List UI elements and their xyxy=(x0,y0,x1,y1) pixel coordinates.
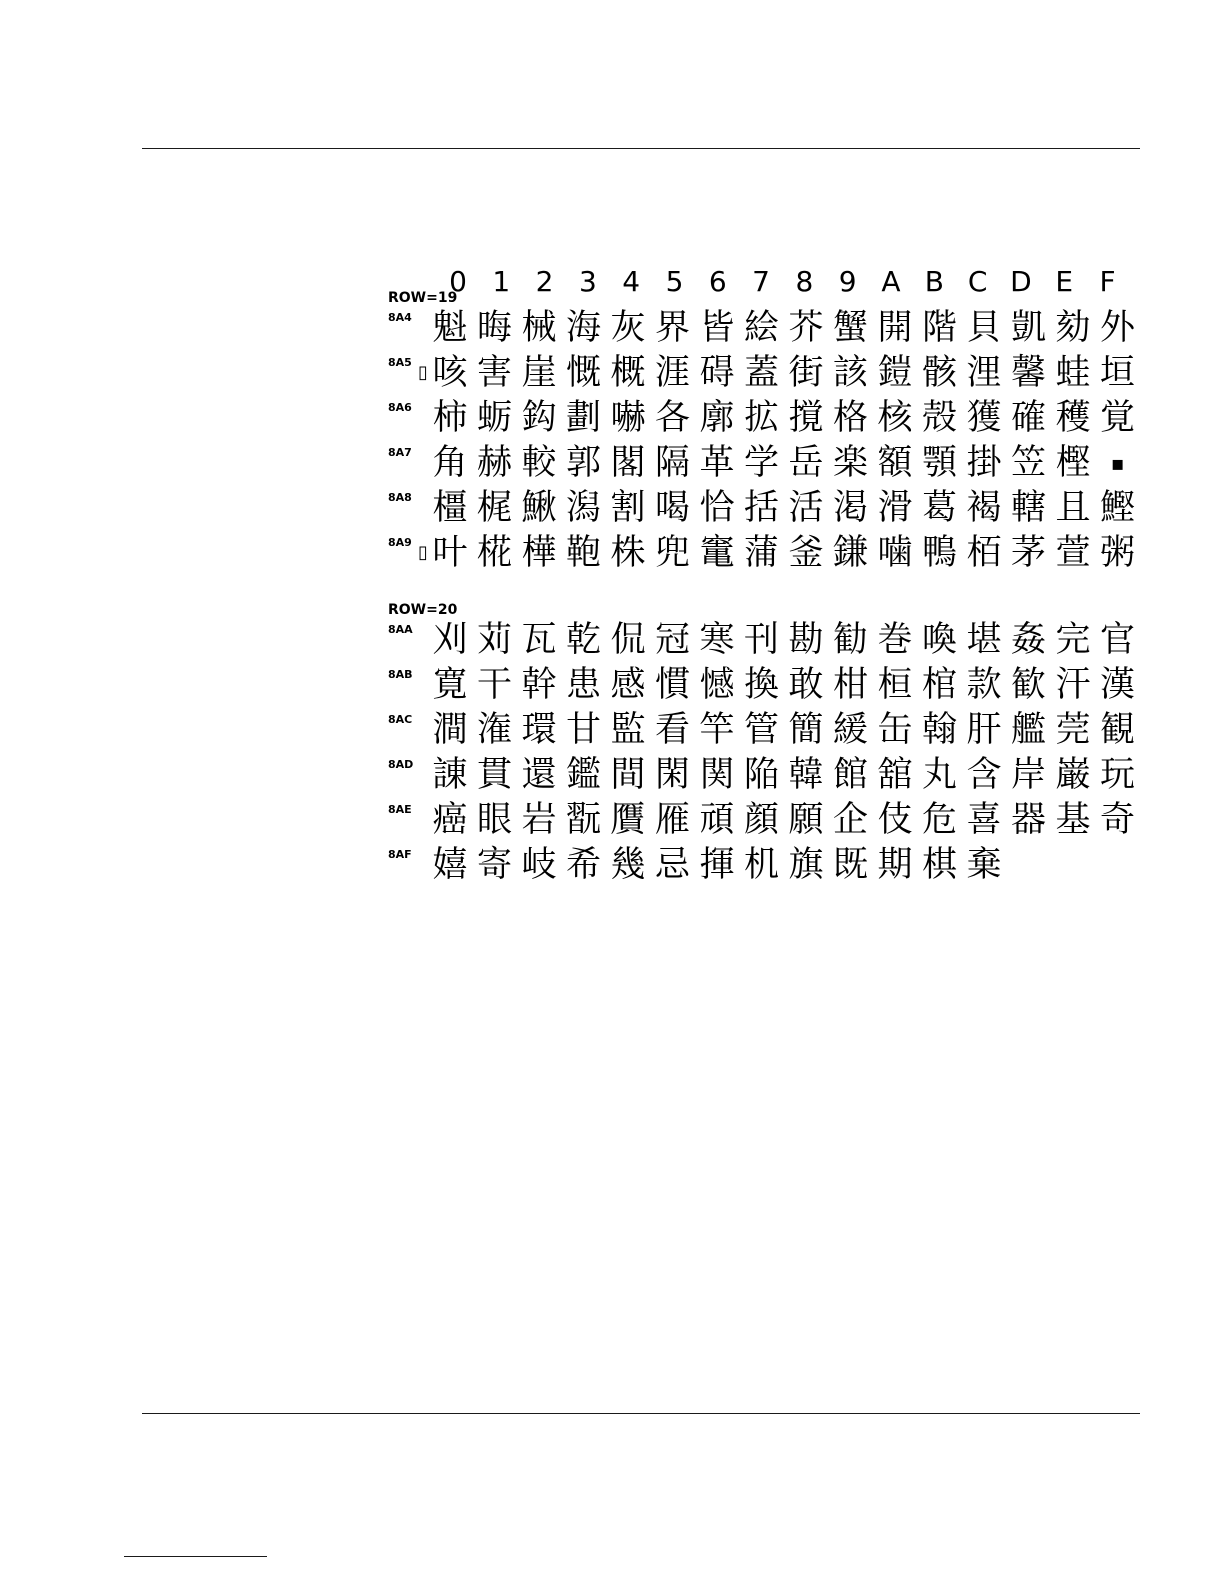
code-row xyxy=(388,306,1140,351)
glyph-cell: 刈 xyxy=(432,620,468,660)
glyph-cell: 皆 xyxy=(699,308,735,348)
glyph-cell: 竿 xyxy=(699,710,735,750)
glyph-cell: 巌 xyxy=(1055,755,1091,795)
glyph-cell: 界 xyxy=(654,308,690,348)
glyph-cell: 鞄 xyxy=(565,533,601,573)
glyph-cell: 伎 xyxy=(877,800,913,840)
glyph-cell: 歓 xyxy=(1010,665,1046,705)
glyph-cell: 潟 xyxy=(565,488,601,528)
row-code: 8AB xyxy=(388,668,413,681)
glyph-cell: 基 xyxy=(1055,800,1091,840)
glyph-cell: 骸 xyxy=(921,353,957,393)
code-row xyxy=(388,486,1140,531)
glyph-cell: 角 xyxy=(432,443,468,483)
glyph-cell: 椛 xyxy=(476,533,512,573)
column-header-label: B xyxy=(924,265,944,298)
glyph-cell: 勧 xyxy=(832,620,868,660)
glyph-cell: 活 xyxy=(788,488,824,528)
glyph-cell: 寄 xyxy=(476,845,512,885)
row-code: 8AA xyxy=(388,623,413,636)
glyph-cell: 陥 xyxy=(743,755,779,795)
glyph-cell: 還 xyxy=(521,755,557,795)
glyph-cell: 桓 xyxy=(877,665,913,705)
glyph-cell: 完 xyxy=(1055,620,1091,660)
glyph-cell: 莞 xyxy=(1055,710,1091,750)
footer-rule xyxy=(142,1413,1140,1414)
column-header-label: 9 xyxy=(838,265,857,298)
column-header-label: 6 xyxy=(708,265,727,298)
glyph-cell: 絵 xyxy=(743,308,779,348)
glyph-cell: 寒 xyxy=(699,620,735,660)
row-label: ROW=20 xyxy=(388,602,458,618)
row-label: ROW=19 xyxy=(388,290,458,306)
glyph-cell: 蛙 xyxy=(1055,353,1091,393)
glyph-cell: 棺 xyxy=(921,665,957,705)
glyph-cell: 碍 xyxy=(699,353,735,393)
glyph-cell: ▯ xyxy=(418,362,428,383)
column-header-label: 3 xyxy=(578,265,597,298)
glyph-cell: 敢 xyxy=(788,665,824,705)
glyph-cell: 丸 xyxy=(921,755,957,795)
glyph-cell: 器 xyxy=(1010,800,1046,840)
glyph-cell: 魁 xyxy=(432,308,468,348)
glyph-cell: 刊 xyxy=(743,620,779,660)
glyph-cell: 棋 xyxy=(921,845,957,885)
column-header-label: E xyxy=(1055,265,1074,298)
glyph-cell: 翫 xyxy=(565,800,601,840)
glyph-cell: 岳 xyxy=(788,443,824,483)
glyph-cell: 寛 xyxy=(432,665,468,705)
column-header-label: 1 xyxy=(492,265,511,298)
glyph-cell: 鴨 xyxy=(921,533,957,573)
row-code: 8A4 xyxy=(388,311,412,324)
row-blocks xyxy=(388,290,1140,888)
row-code: 8AF xyxy=(388,848,412,861)
glyph-cell: 患 xyxy=(565,665,601,705)
glyph-cell: 楽 xyxy=(832,443,868,483)
glyph-cell: 瓦 xyxy=(521,620,557,660)
code-row xyxy=(388,753,1140,798)
glyph-cell: 岩 xyxy=(521,800,557,840)
glyph-cell: 官 xyxy=(1099,620,1135,660)
glyph-cell: 咳 xyxy=(432,353,468,393)
glyph-cell: 感 xyxy=(610,665,646,705)
glyph-cell: 翰 xyxy=(921,710,957,750)
glyph-cell: 釜 xyxy=(788,533,824,573)
glyph-cell: 侃 xyxy=(610,620,646,660)
glyph-cell: 各 xyxy=(654,398,690,438)
glyph-cell: 缶 xyxy=(877,710,913,750)
glyph-cell: 害 xyxy=(476,353,512,393)
glyph-cell: 崖 xyxy=(521,353,557,393)
glyph-cell: 玩 xyxy=(1099,755,1135,795)
glyph-cell: 棄 xyxy=(966,845,1002,885)
glyph-cell: 頑 xyxy=(699,800,735,840)
glyph-cell: 殻 xyxy=(921,398,957,438)
glyph-cell: 括 xyxy=(743,488,779,528)
glyph-cell: 株 xyxy=(610,533,646,573)
glyph-cell: 赫 xyxy=(476,443,512,483)
glyph-cell: 劃 xyxy=(565,398,601,438)
glyph-cell: 垣 xyxy=(1099,353,1135,393)
glyph-cell: 叶 xyxy=(432,533,468,573)
glyph-cell: 韓 xyxy=(788,755,824,795)
glyph-cell: 喝 xyxy=(654,488,690,528)
glyph-cell: 葛 xyxy=(921,488,957,528)
glyph-cell: 忌 xyxy=(654,845,690,885)
glyph-cell: 晦 xyxy=(476,308,512,348)
glyph-cell: 廓 xyxy=(699,398,735,438)
glyph-cell: 喚 xyxy=(921,620,957,660)
glyph-cell: 掛 xyxy=(966,443,1002,483)
glyph-cell: 樫 xyxy=(1055,443,1091,483)
row-code: 8A5 xyxy=(388,356,412,369)
glyph-cell: 格 xyxy=(832,398,868,438)
glyph-cell: 鰍 xyxy=(521,488,557,528)
glyph-cell: 貫 xyxy=(476,755,512,795)
glyph-cell: 鑑 xyxy=(565,755,601,795)
glyph-cell: 間 xyxy=(610,755,646,795)
row-code: 8A6 xyxy=(388,401,412,414)
glyph-cell: 鎧 xyxy=(877,353,913,393)
glyph-cell: 轄 xyxy=(1010,488,1046,528)
column-header xyxy=(388,262,1140,298)
row-block xyxy=(388,290,1140,576)
header-rule xyxy=(142,148,1140,149)
glyph-cell: 恰 xyxy=(699,488,735,528)
row-code: 8A8 xyxy=(388,491,412,504)
glyph-cell: 顎 xyxy=(921,443,957,483)
glyph-cell: 貝 xyxy=(966,308,1002,348)
glyph-cell: 拡 xyxy=(743,398,779,438)
glyph-cell: 割 xyxy=(610,488,646,528)
glyph-cell: 較 xyxy=(521,443,557,483)
glyph-cell: 奇 xyxy=(1099,800,1135,840)
glyph-cell: 閣 xyxy=(610,443,646,483)
glyph-cell: 簡 xyxy=(788,710,824,750)
glyph-cell: 該 xyxy=(832,353,868,393)
glyph-cell: 兜 xyxy=(654,533,690,573)
glyph-cell: 涯 xyxy=(654,353,690,393)
glyph-cell: 馨 xyxy=(1010,353,1046,393)
glyph-cell: 鎌 xyxy=(832,533,868,573)
row-block xyxy=(388,602,1140,888)
glyph-cell: ▪ xyxy=(1110,451,1125,475)
glyph-cell: 蓋 xyxy=(743,353,779,393)
glyph-cell: 堪 xyxy=(966,620,1002,660)
glyph-cell: 蛎 xyxy=(476,398,512,438)
glyph-cell: ▯ xyxy=(418,542,428,563)
glyph-cell: 机 xyxy=(743,845,779,885)
glyph-cell: 勘 xyxy=(788,620,824,660)
code-row xyxy=(388,708,1140,753)
glyph-cell: 観 xyxy=(1099,710,1135,750)
code-row xyxy=(388,531,1140,576)
glyph-cell: 凱 xyxy=(1010,308,1046,348)
glyph-cell: 竃 xyxy=(699,533,735,573)
glyph-cell: 冠 xyxy=(654,620,690,660)
glyph-cell: 汗 xyxy=(1055,665,1091,705)
glyph-cell: 顔 xyxy=(743,800,779,840)
glyph-cell: 学 xyxy=(743,443,779,483)
glyph-cell: 栢 xyxy=(966,533,1002,573)
glyph-cell: 海 xyxy=(565,308,601,348)
row-code: 8AC xyxy=(388,713,413,726)
glyph-cell: 額 xyxy=(877,443,913,483)
column-header-label: 0 xyxy=(449,265,467,298)
glyph-cell: 関 xyxy=(699,755,735,795)
row-code: 8A7 xyxy=(388,446,412,459)
glyph-cell: 乾 xyxy=(565,620,601,660)
glyph-cell: 樺 xyxy=(521,533,557,573)
glyph-cell: 環 xyxy=(521,710,557,750)
glyph-cell: 閑 xyxy=(654,755,690,795)
glyph-cell: 茅 xyxy=(1010,533,1046,573)
glyph-cell: 革 xyxy=(699,443,735,483)
glyph-cell: 芥 xyxy=(788,308,824,348)
code-row xyxy=(388,618,1140,663)
glyph-cell: 幾 xyxy=(610,845,646,885)
column-header-label: A xyxy=(881,265,901,298)
glyph-cell: 換 xyxy=(743,665,779,705)
column-header-label: 4 xyxy=(622,265,641,298)
column-header-label: 7 xyxy=(752,265,770,298)
glyph-cell: 慨 xyxy=(565,353,601,393)
glyph-cell: 械 xyxy=(521,308,557,348)
glyph-cell: 巻 xyxy=(877,620,913,660)
glyph-cell: 姦 xyxy=(1010,620,1046,660)
glyph-cell: 郭 xyxy=(565,443,601,483)
footnote-rule xyxy=(124,1556,267,1557)
glyph-cell: 柑 xyxy=(832,665,868,705)
glyph-cell: 開 xyxy=(877,308,913,348)
glyph-cell: 緩 xyxy=(832,710,868,750)
glyph-cell: 鈎 xyxy=(521,398,557,438)
glyph-cell: 粥 xyxy=(1099,533,1135,573)
column-header-label: 2 xyxy=(535,265,554,298)
glyph-cell: 舘 xyxy=(877,755,913,795)
glyph-cell: 揮 xyxy=(699,845,735,885)
column-header-label: F xyxy=(1099,265,1116,298)
glyph-cell: 慣 xyxy=(654,665,690,705)
glyph-cell: 外 xyxy=(1099,308,1135,348)
glyph-cell: 確 xyxy=(1010,398,1046,438)
glyph-cell: 噛 xyxy=(877,533,913,573)
glyph-cell: 企 xyxy=(832,800,868,840)
glyph-cell: 艦 xyxy=(1010,710,1046,750)
glyph-cell: 萱 xyxy=(1055,533,1091,573)
row-code: 8AE xyxy=(388,803,412,816)
glyph-cell: 期 xyxy=(877,845,913,885)
glyph-cell: 岸 xyxy=(1010,755,1046,795)
glyph-cell: 鰹 xyxy=(1099,488,1135,528)
glyph-cell: 蟹 xyxy=(832,308,868,348)
glyph-cell: 澗 xyxy=(432,710,468,750)
glyph-cell: 柿 xyxy=(432,398,468,438)
code-row xyxy=(388,396,1140,441)
glyph-cell: 橿 xyxy=(432,488,468,528)
glyph-cell: 憾 xyxy=(699,665,735,705)
glyph-cell: 且 xyxy=(1055,488,1091,528)
glyph-cell: 管 xyxy=(743,710,779,750)
glyph-cell: 浬 xyxy=(966,353,1002,393)
glyph-cell: 幹 xyxy=(521,665,557,705)
glyph-cell: 嚇 xyxy=(610,398,646,438)
glyph-cell: 階 xyxy=(921,308,957,348)
code-row xyxy=(388,441,1140,486)
glyph-cell: 肝 xyxy=(966,710,1002,750)
glyph-cell: 漢 xyxy=(1099,665,1135,705)
character-code-chart xyxy=(388,262,1140,888)
glyph-cell: 看 xyxy=(654,710,690,750)
glyph-cell: 撹 xyxy=(788,398,824,438)
glyph-cell: 癌 xyxy=(432,800,468,840)
column-header-label: 8 xyxy=(795,265,814,298)
glyph-cell: 潅 xyxy=(476,710,512,750)
glyph-cell: 劾 xyxy=(1055,308,1091,348)
code-row xyxy=(388,798,1140,843)
glyph-cell: 希 xyxy=(565,845,601,885)
glyph-cell: 干 xyxy=(476,665,512,705)
column-header-label: 5 xyxy=(665,265,684,298)
glyph-cell: 穫 xyxy=(1055,398,1091,438)
glyph-cell: 款 xyxy=(966,665,1002,705)
glyph-cell: 眼 xyxy=(476,800,512,840)
glyph-cell: 岐 xyxy=(521,845,557,885)
glyph-cell: 苅 xyxy=(476,620,512,660)
glyph-cell: 願 xyxy=(788,800,824,840)
glyph-cell: 監 xyxy=(610,710,646,750)
glyph-cell: 危 xyxy=(921,800,957,840)
glyph-cell: 嬉 xyxy=(432,845,468,885)
glyph-cell: 梶 xyxy=(476,488,512,528)
code-row xyxy=(388,843,1140,888)
glyph-cell: 喜 xyxy=(966,800,1002,840)
glyph-cell: 渇 xyxy=(832,488,868,528)
glyph-cell: 含 xyxy=(966,755,1002,795)
glyph-cell: 灰 xyxy=(610,308,646,348)
glyph-cell: 既 xyxy=(832,845,868,885)
code-row xyxy=(388,663,1140,708)
glyph-cell: 核 xyxy=(877,398,913,438)
code-row xyxy=(388,351,1140,396)
glyph-cell: 蒲 xyxy=(743,533,779,573)
glyph-cell: 館 xyxy=(832,755,868,795)
glyph-cell: 旗 xyxy=(788,845,824,885)
glyph-cell: 滑 xyxy=(877,488,913,528)
column-header-label: D xyxy=(1010,265,1032,298)
row-code: 8AD xyxy=(388,758,414,771)
glyph-cell: 隔 xyxy=(654,443,690,483)
glyph-cell: 贋 xyxy=(610,800,646,840)
glyph-cell: 褐 xyxy=(966,488,1002,528)
glyph-cell: 甘 xyxy=(565,710,601,750)
glyph-cell: 諌 xyxy=(432,755,468,795)
glyph-cell: 獲 xyxy=(966,398,1002,438)
glyph-cell: 覚 xyxy=(1099,398,1135,438)
glyph-cell: 雁 xyxy=(654,800,690,840)
glyph-cell: 笠 xyxy=(1010,443,1046,483)
glyph-cell: 概 xyxy=(610,353,646,393)
row-code: 8A9 xyxy=(388,536,412,549)
column-header-label: C xyxy=(967,265,988,298)
glyph-cell: 街 xyxy=(788,353,824,393)
